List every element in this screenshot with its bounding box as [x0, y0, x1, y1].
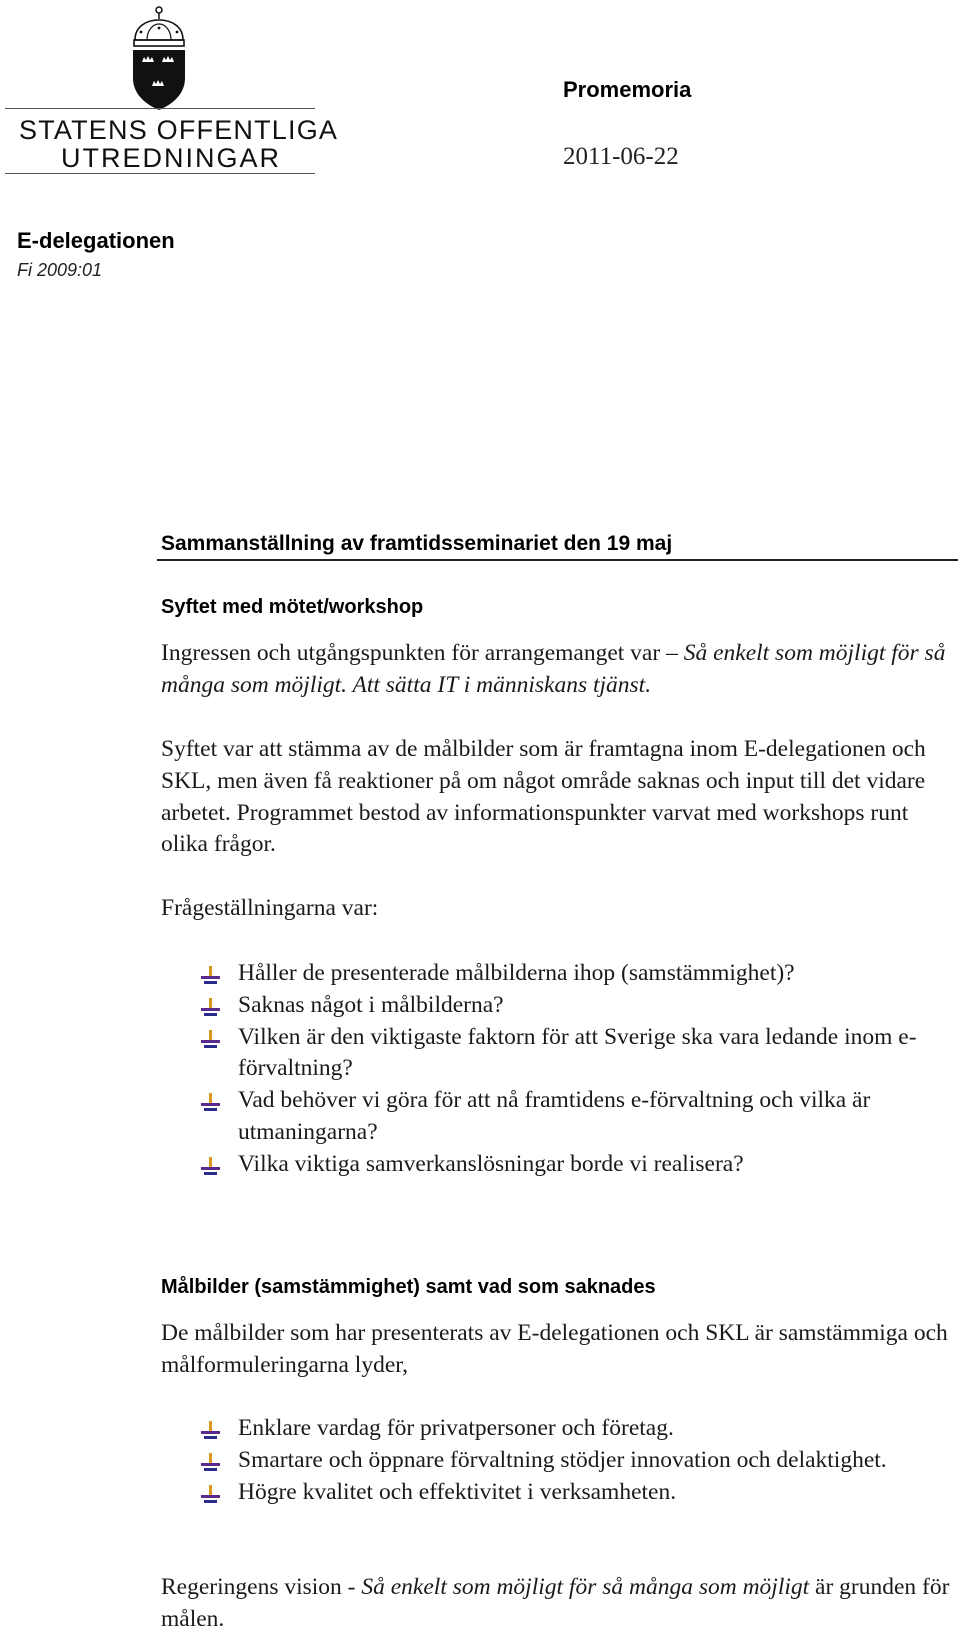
- bullet-arrow-icon: [201, 1452, 221, 1472]
- vision-paragraph: [161, 1572, 951, 1636]
- section-heading-goals: Målbilder (samstämmighet) samt vad som saknades: [161, 1276, 656, 1298]
- goals-intro-paragraph: De målbilder som har presenterats av E-delegationen och SKL är samstämmiga och målformuleringarna lyder,: [161, 1320, 948, 1378]
- logo-text-line2: UTREDNINGAR: [61, 143, 282, 173]
- goals-list: [0, 1413, 938, 1508]
- bullet-arrow-icon: [201, 1092, 221, 1112]
- logo-divider-top: [5, 108, 315, 109]
- organization-name: E-delegationen: [17, 228, 175, 253]
- question-text: Saknas något i målbilderna?: [238, 991, 504, 1018]
- question-text: Vilka viktiga samverkanslösningar borde vi realisera?: [238, 1150, 744, 1177]
- vision-motto: Så enkelt som möjligt för så många som möjligt: [361, 1574, 810, 1600]
- document-date: 2011-06-22: [563, 143, 679, 170]
- logo-text-line1: STATENS OFFENTLIGA: [19, 115, 339, 145]
- intro-text: Ingressen och utgångspunkten för arrangemanget var –: [161, 640, 684, 666]
- sou-logo: [5, 2, 339, 174]
- bullet-arrow-icon: [201, 1029, 221, 1049]
- intro-motto: Så enkelt som möjligt för så många som möjligt. Att sätta IT i människans tjänst.: [161, 640, 946, 698]
- list-item: [0, 1413, 938, 1445]
- question-text: Håller de presenterade målbilderna ihop (samstämmighet)?: [238, 960, 795, 986]
- bullet-arrow-icon: [201, 1420, 221, 1440]
- list-item: [0, 990, 938, 1022]
- question-text: Vilken är den viktigaste faktorn för att Sverige ska vara ledande inom e-förvaltning?: [238, 1023, 917, 1082]
- logo-divider-bottom: [5, 173, 315, 174]
- list-item: [0, 1445, 938, 1477]
- list-item: [0, 1022, 938, 1086]
- vision-text-end: är grunden för målen.: [161, 1574, 950, 1632]
- organization-reference: Fi 2009:01: [17, 260, 103, 280]
- list-item: [0, 1477, 938, 1509]
- bullet-arrow-icon: [201, 965, 221, 985]
- vision-text-start: Regeringens vision -: [161, 1574, 362, 1600]
- list-item: [0, 1149, 938, 1181]
- goal-text: Enklare vardag för privatpersoner och företag.: [238, 1415, 674, 1441]
- questions-intro: Frågeställningarna var:: [161, 895, 379, 921]
- goal-text: Högre kvalitet och effektivitet i verksamheten.: [238, 1478, 677, 1505]
- crown-shield-icon: [129, 6, 189, 110]
- document-type: Promemoria: [563, 77, 692, 102]
- bullet-arrow-icon: [201, 997, 221, 1017]
- bullet-arrow-icon: [201, 1156, 221, 1176]
- section-heading-purpose: Syftet med mötet/workshop: [161, 596, 424, 618]
- title-underline: [157, 559, 958, 561]
- intro-paragraph: [161, 638, 951, 702]
- question-text: Vad behöver vi göra för att nå framtidens e-förvaltning och vilka är utmaningarna?: [238, 1087, 871, 1145]
- goal-text: Smartare och öppnare förvaltning stödjer innovation och delaktighet.: [238, 1446, 887, 1473]
- questions-list: [0, 958, 938, 1181]
- list-item: [0, 958, 938, 990]
- bullet-arrow-icon: [201, 1484, 221, 1504]
- list-item: [0, 1085, 938, 1149]
- document-title: Sammanställning av framtidsseminariet den 19 maj: [161, 532, 673, 555]
- purpose-paragraph: Syftet var att stämma av de målbilder som är framtagna inom E-delegationen och SKL, men även få reaktioner på om något område saknas och input till det vidare arbetet. Programmet bestod av informationspunkter varvat med workshops runt olika frågor.: [161, 736, 926, 858]
